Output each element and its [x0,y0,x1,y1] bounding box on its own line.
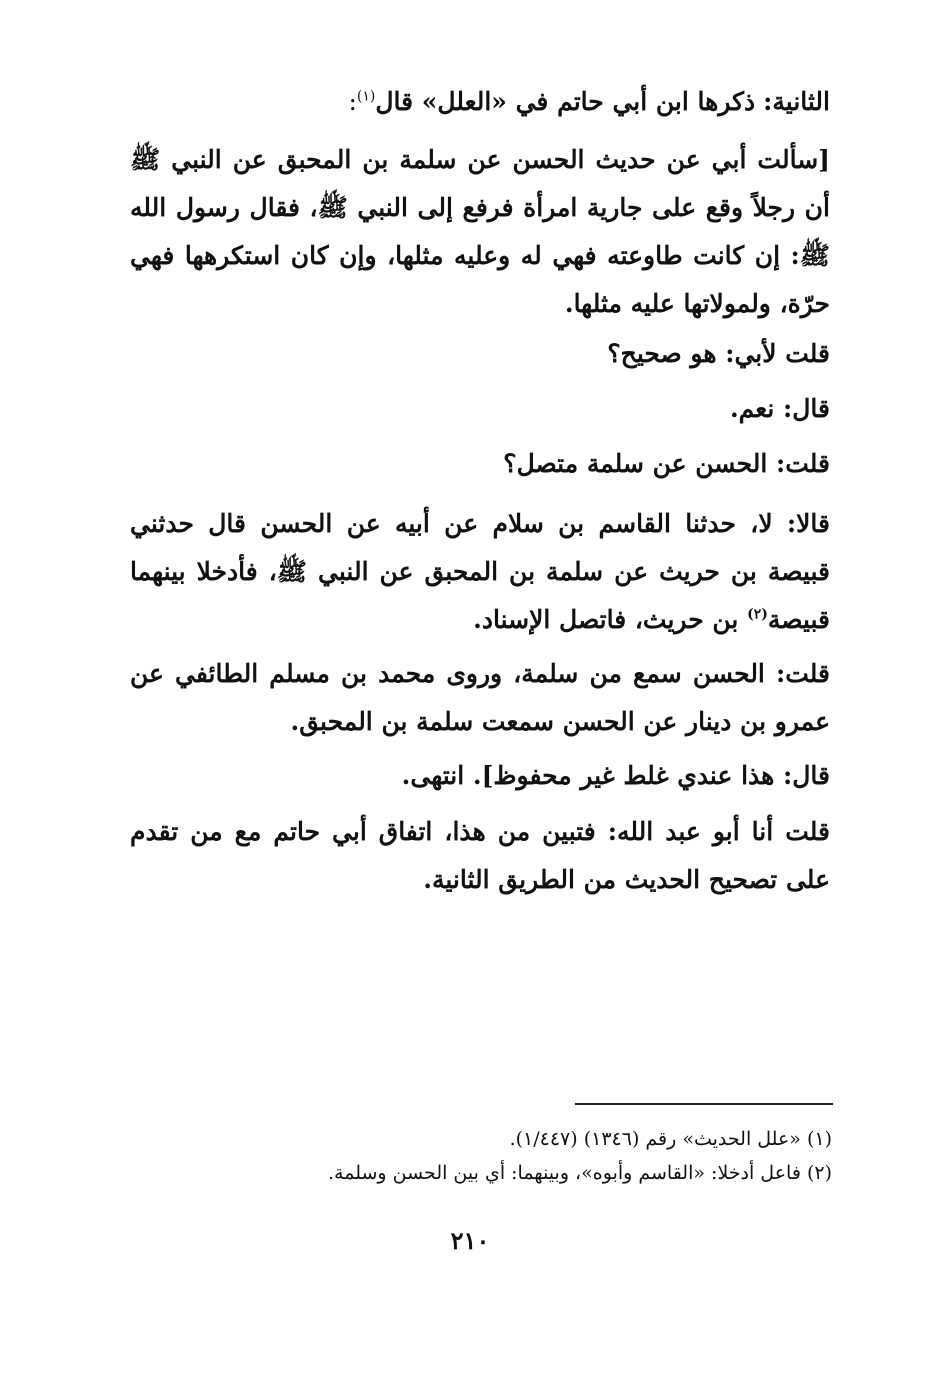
footnotes [130,1122,832,1190]
footnote-ref-2: (٢) [747,606,768,623]
footnote-divider [575,1103,833,1105]
paragraph-qala-naam: قال: نعم. [729,394,830,423]
paragraph-qala-la-text: قالا: لا، حدثنا القاسم بن سلام عن أبيه عن الحسن قال حدثني قبيصة بن حريث عن سلمة بن المحبق عن النبي ﷺ، فأدخلا بينهما قبيصة [130,509,830,634]
heading-tail: : [348,87,357,116]
paragraph-ghalat: قال: هذا عندي غلط غير محفوظ]. انتهى. [401,761,830,790]
footnote-ref-1: (١) [356,88,376,105]
paragraph-conclusion: قلت أنا أبو عبد الله: فتبين من هذا، اتفاق أبي حاتم مع من تقدم على تصحيح الحديث من الطريق الثانية. [130,817,830,894]
paragraph-is-it-sahih: قلت لأبي: هو صحيح؟ [607,339,830,368]
paragraph-question-quote: [سألت أبي عن حديث الحسن عن سلمة بن المحبق عن النبي ﷺ أن رجلاً وقع على جارية امرأة فرفع إلى النبي ﷺ، فقال رسول الله ﷺ: إن كانت طاوعته فهي له وعليه مثلها، وإن كان استكرهها فهي حرّة، ولمولاتها عليه مثلها. [130,145,830,318]
heading-text: ذكرها ابن أبي حاتم في «العلل» قال [375,87,756,116]
page-number: ٢١٠ [450,1226,490,1255]
paragraph-qala-la-tail: بن حريث، فاتصل الإسناد. [473,605,739,634]
paragraph-hasan-heard: قلت: الحسن سمع من سلمة، وروى محمد بن مسلم الطائفي عن عمرو بن دينار عن الحسن سمعت سلمة بن المحبق. [130,659,830,736]
paragraph-qala-la [130,500,830,644]
heading-line [130,78,830,126]
footnote-1: (١) «علل الحديث» رقم (١٣٤٦) (١/٤٤٧). [509,1128,832,1150]
paragraph-muttasil: قلت: الحسن عن سلمة متصل؟ [503,449,830,478]
heading-label: الثانية: [763,87,830,116]
footnote-2: (٢) فاعل أدخلا: «القاسم وأبوه»، وبينهما: أي بين الحسن وسلمة. [328,1162,832,1184]
